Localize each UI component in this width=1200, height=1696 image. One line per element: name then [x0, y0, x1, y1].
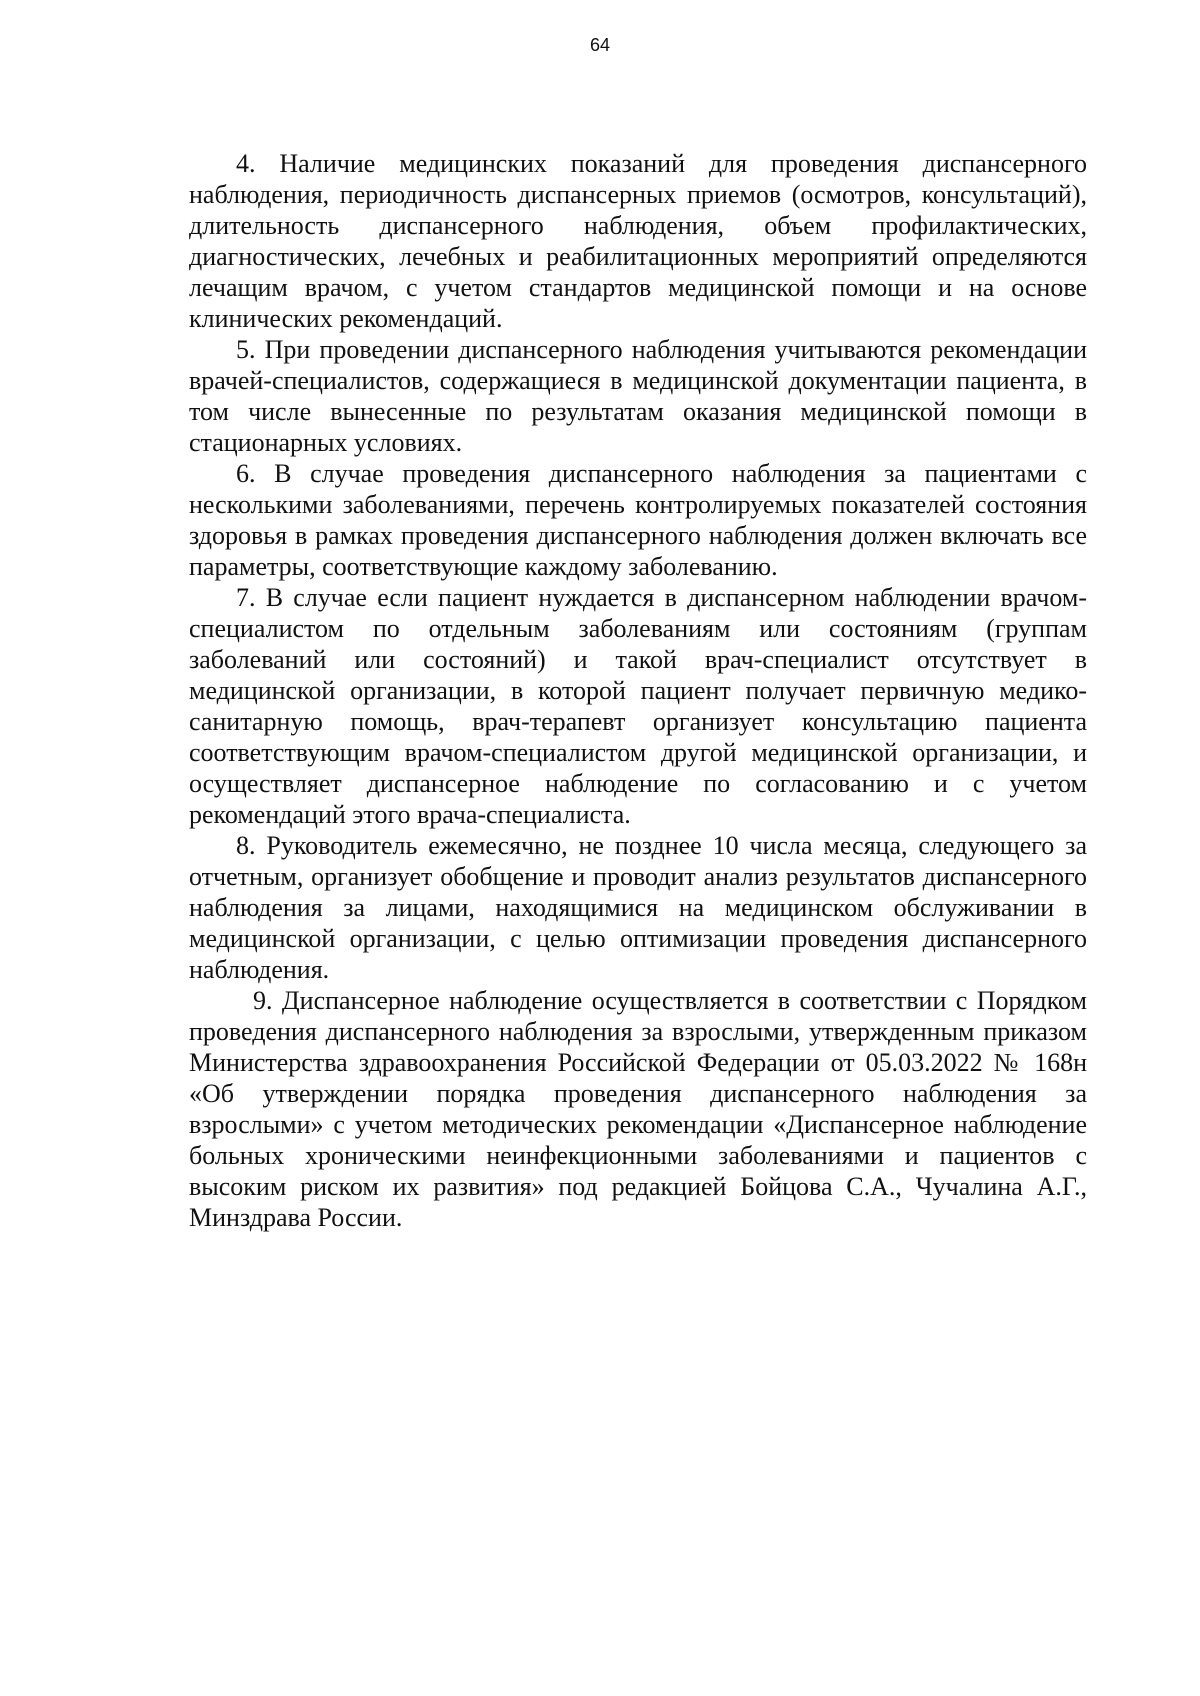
paragraph-4: 4. Наличие медицинских показаний для проведения диспансерного наблюдения, периодичность диспансерных приемов (осмотров, консультаций), длительность диспансерного наблюдения, объем профилактических, диагностических, лечебных и реабилитационных мероприятий определяются лечащим врачом, с учетом стандартов медицинской помощи и на основе клинических рекомендаций. [189, 149, 1087, 333]
paragraph-9: 9. Диспансерное наблюдение осуществляется в соответствии с Порядком проведения диспансерного наблюдения за взрослыми, утвержденным приказом Министерства здравоохранения Российской Федерации от 05.03.2022 № 168н «Об утверждении порядка проведения диспансерного наблюдения за взрослыми» с учетом методических рекомендации «Диспансерное наблюдение больных хроническими неинфекционными заболеваниями и пациентов с высоким риском их развития» под редакцией Бойцова С.А., Чучалина А.Г., Минздрава России. [189, 986, 1087, 1232]
paragraph-5: 5. При проведении диспансерного наблюдения учитываются рекомендации врачей-специалистов, содержащиеся в медицинской документации пациента, в том числе вынесенные по результатам оказания медицинской помощи в стационарных условиях. [189, 335, 1087, 457]
paragraph-7: 7. В случае если пациент нуждается в диспансерном наблюдении врачом-специалистом по отдельным заболеваниям или состояниям (группам заболеваний или состояний) и такой врач-специалист отсутствует в медицинской организации, в которой пациент получает первичную медико-санитарную помощь, врач-терапевт организует консультацию пациента соответствующим врачом-специалистом другой медицинской организации, и осуществляет диспансерное наблюдение по согласованию и с учетом рекомендаций этого врача-специалиста. [189, 583, 1087, 829]
paragraph-8: 8. Руководитель ежемесячно, не позднее 10 числа месяца, следующего за отчетным, организует обобщение и проводит анализ результатов диспансерного наблюдения за лицами, находящимися на медицинском обслуживании в медицинской организации, с целью оптимизации проведения диспансерного наблюдения. [189, 831, 1087, 984]
paragraph-6: 6. В случае проведения диспансерного наблюдения за пациентами с несколькими заболеваниями, перечень контролируемых показателей состояния здоровья в рамках проведения диспансерного наблюдения должен включать все параметры, соответствующие каждому заболеванию. [189, 459, 1087, 581]
document-body [189, 148, 1087, 1233]
page-number: 64 [589, 35, 611, 55]
